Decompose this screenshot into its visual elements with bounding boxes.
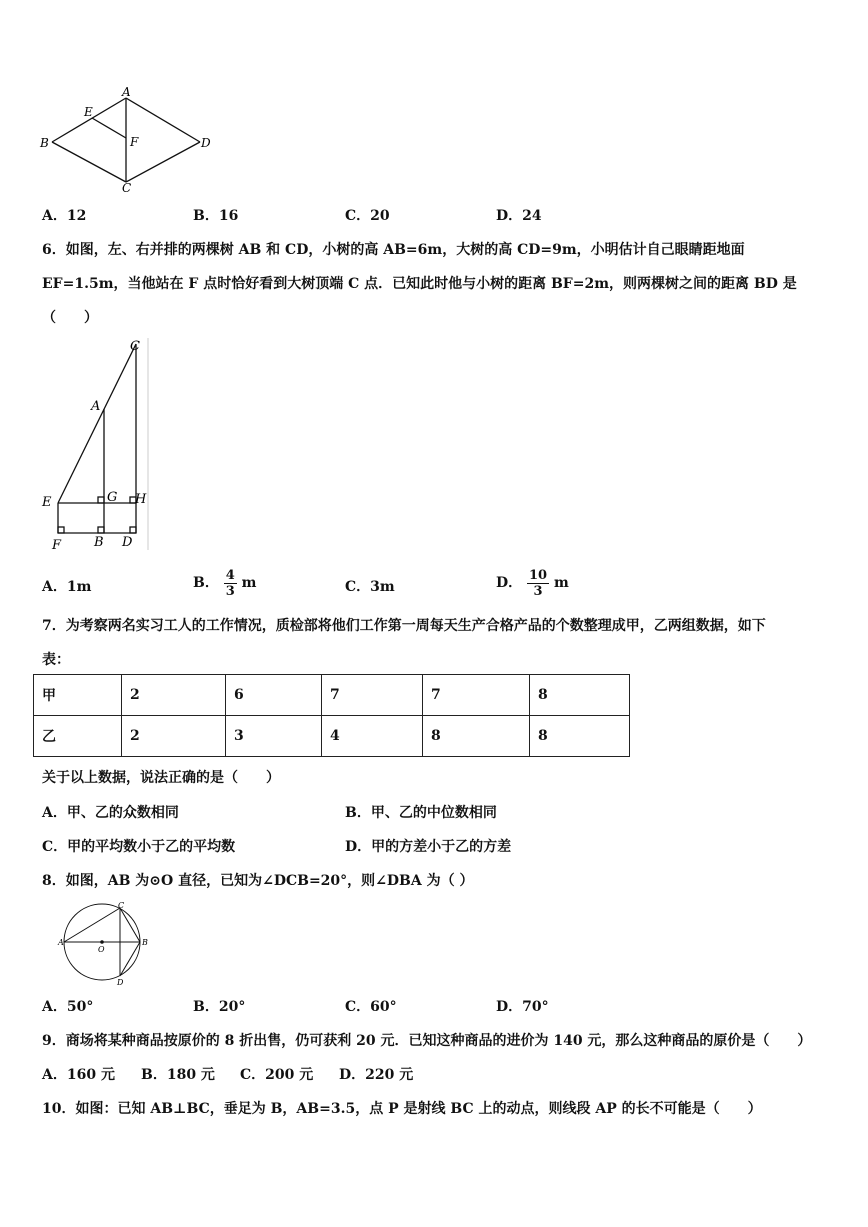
table-cell: 8 — [423, 716, 530, 757]
label-f: F — [52, 538, 62, 552]
fraction-numerator: 4 — [225, 567, 235, 583]
q7-option-b[interactable]: B．甲、乙的中位数相同 — [345, 805, 497, 821]
label-o: O — [98, 945, 105, 954]
label-g: G — [107, 490, 118, 505]
right-angle-b — [98, 527, 104, 533]
label-d: D — [117, 978, 124, 987]
table-cell: 7 — [322, 675, 423, 716]
fraction-4-3 — [224, 568, 237, 599]
chord-ac — [64, 908, 120, 942]
label-a: A — [58, 938, 64, 947]
q6-option-d[interactable] — [496, 561, 569, 605]
option-d-prefix: D． — [496, 575, 523, 591]
q8-text-line1: 8．如图，AB 为⊙O 直径，已知为∠DCB=20°，则∠DBA 为（ ） — [42, 873, 474, 889]
right-angle-g — [98, 497, 104, 503]
table-cell-row-label: 甲 — [34, 675, 122, 716]
option-b-prefix: B． — [193, 575, 219, 591]
q9-option-c[interactable]: C．200 元 — [240, 1067, 314, 1083]
q5-option-b[interactable]: B．16 — [193, 208, 239, 224]
label-b: B — [142, 938, 148, 947]
fraction-denominator: 3 — [225, 583, 235, 599]
label-b: B — [94, 535, 104, 550]
fraction-10-3 — [527, 568, 549, 599]
label-a: A — [91, 399, 101, 414]
q7-option-c[interactable]: C．甲的平均数小于乙的平均数 — [42, 839, 236, 855]
q7-text-line1: 7．为考察两名实习工人的工作情况，质检部将他们工作第一周每天生产合格产品的个数整理成甲，乙两组数据，如下 — [42, 618, 766, 634]
right-angle-f — [58, 527, 64, 533]
q5-option-a[interactable]: A．12 — [42, 208, 87, 224]
segment-ef — [92, 118, 126, 138]
q6-option-c[interactable]: C．3m — [345, 579, 395, 595]
edge-cb — [52, 142, 126, 182]
label-h: H — [135, 492, 147, 507]
q8-option-a[interactable]: A．50° — [42, 999, 94, 1015]
q6-option-b[interactable] — [193, 561, 256, 605]
center-dot — [100, 940, 104, 944]
q10-text-line1: 10．如图：已知 AB⊥BC，垂足为 B，AB=3.5，点 P 是射线 BC 上的动点，则线段 AP 的长不可能是（ ） — [42, 1101, 762, 1117]
q8-option-b[interactable]: B．20° — [193, 999, 246, 1015]
label-d: D — [122, 535, 133, 550]
label-c: C — [118, 901, 125, 910]
q6-option-a[interactable]: A．1m — [42, 579, 92, 595]
q6-text-line1: 6．如图，左、右并排的两棵树 AB 和 CD，小树的高 AB=6m，大树的高 CD=9m，小明估计自己眼睛距地面 — [42, 242, 745, 258]
table-cell-row-label: 乙 — [34, 716, 122, 757]
q6-text-line2: EF=1.5m，当他站在 F 点时恰好看到大树顶端 C 点．已知此时他与小树的距离 BF=2m，则两棵树之间的距离 BD 是 — [42, 276, 797, 292]
table-cell: 6 — [226, 675, 322, 716]
right-angle-d — [130, 527, 136, 533]
q9-option-d[interactable]: D．220 元 — [339, 1067, 414, 1083]
q7-option-d[interactable]: D．甲的方差小于乙的方差 — [345, 839, 512, 855]
table-row — [34, 675, 630, 716]
table-cell: 8 — [530, 716, 630, 757]
q8-option-c[interactable]: C．60° — [345, 999, 397, 1015]
q5-rhombus-figure — [36, 86, 216, 194]
q6-text-line3: （ ） — [42, 310, 98, 326]
q5-option-d[interactable]: D．24 — [496, 208, 542, 224]
fraction-numerator: 10 — [529, 567, 548, 583]
label-e: E — [42, 495, 52, 510]
label-a: A — [122, 86, 131, 99]
table-cell: 7 — [423, 675, 530, 716]
label-f: F — [130, 135, 139, 149]
table-cell: 8 — [530, 675, 630, 716]
chord-cb — [120, 908, 140, 942]
q7-question: 关于以上数据，说法正确的是（ ） — [42, 770, 280, 786]
label-c: C — [122, 181, 132, 194]
chord-db — [120, 942, 140, 976]
q7-data-table — [33, 674, 630, 757]
label-e: E — [84, 105, 93, 119]
line-ec — [58, 344, 136, 503]
table-cell: 2 — [122, 716, 226, 757]
q5-option-c[interactable]: C．20 — [345, 208, 390, 224]
table-row — [34, 716, 630, 757]
q9-option-a[interactable]: A．160 元 — [42, 1067, 115, 1083]
option-d-unit: m — [553, 575, 569, 591]
label-c: C — [130, 339, 140, 354]
q6-trees-figure — [36, 336, 156, 552]
table-cell: 3 — [226, 716, 322, 757]
q9-text-line1: 9．商场将某种商品按原价的 8 折出售，仍可获利 20 元．已知这种商品的进价为 140 元，那么这种商品的原价是（ ） — [42, 1033, 812, 1049]
table-cell: 2 — [122, 675, 226, 716]
label-b: B — [40, 136, 49, 150]
fraction-denominator: 3 — [533, 583, 543, 599]
table-cell: 4 — [322, 716, 423, 757]
q9-option-b[interactable]: B．180 元 — [141, 1067, 215, 1083]
q8-option-d[interactable]: D．70° — [496, 999, 549, 1015]
label-d: D — [201, 136, 211, 150]
q8-circle-figure — [56, 900, 156, 988]
q7-text-line2: 表： — [42, 652, 70, 668]
option-b-unit: m — [241, 575, 257, 591]
q7-option-a[interactable]: A．甲、乙的众数相同 — [42, 805, 179, 821]
